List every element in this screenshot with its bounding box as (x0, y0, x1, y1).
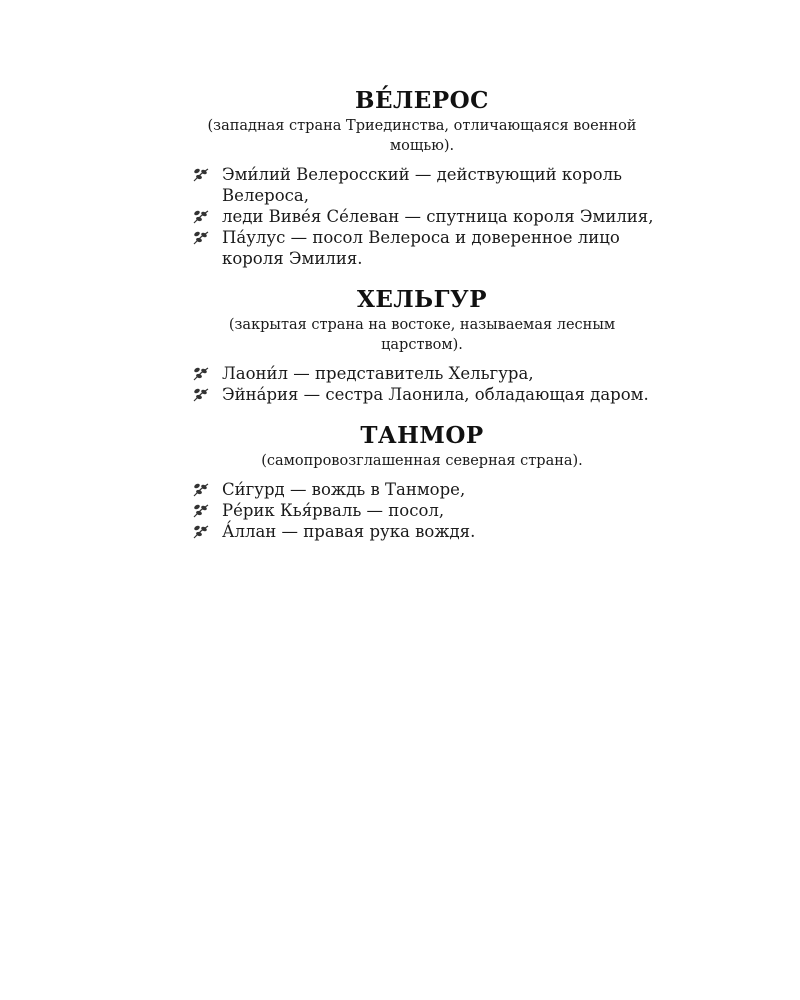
list-item (186, 164, 658, 206)
leaf-cluster-icon (192, 230, 210, 245)
section-tanmor (186, 421, 658, 542)
section-title: ВЕ́ЛЕРОС (355, 87, 489, 114)
character-list (186, 164, 658, 269)
character-list (186, 363, 658, 405)
entry-text: Си́гурд — вождь в Танморе, (222, 480, 466, 499)
leaf-cluster-icon (192, 366, 210, 381)
character-list (186, 479, 658, 542)
leaf-cluster-icon (192, 503, 210, 518)
entry-text: Эми́лий Велеросский — действующий король Велероса, (222, 165, 623, 205)
leaf-cluster-icon (192, 524, 210, 539)
list-item (186, 227, 658, 269)
section-description: (самопровозглашенная северная страна). (261, 453, 583, 469)
list-item (186, 363, 658, 384)
section-title: ТАНМОР (360, 422, 484, 449)
list-item (186, 384, 658, 405)
leaf-cluster-icon (192, 482, 210, 497)
entry-text: А́ллан — правая рука вождя. (222, 522, 476, 541)
entry-text: Лаони́л — представитель Хельгура, (222, 364, 534, 383)
list-item (186, 206, 658, 227)
entry-text: Эйна́рия — сестра Лаонила, обладающая даром. (222, 385, 649, 404)
character-list-page (186, 86, 658, 542)
entry-text: Па́улус — посол Велероса и доверенное лицо короля Эмилия. (222, 228, 620, 268)
section-description: (закрытая страна на востоке, называемая лесным царством). (228, 317, 616, 353)
section-helgur (186, 285, 658, 405)
section-title: ХЕЛЬГУР (356, 286, 488, 313)
leaf-cluster-icon (192, 167, 210, 182)
entry-text: Ре́рик Кья́рваль — посол, (222, 501, 445, 520)
list-item (186, 479, 658, 500)
leaf-cluster-icon (192, 209, 210, 224)
leaf-cluster-icon (192, 387, 210, 402)
section-description: (западная страна Триединства, отличающаяся военной мощью). (207, 118, 637, 154)
list-item (186, 500, 658, 521)
entry-text: леди Виве́я Се́леван — спутница короля Эмилия, (222, 207, 654, 226)
list-item (186, 521, 658, 542)
section-veleros (186, 86, 658, 269)
